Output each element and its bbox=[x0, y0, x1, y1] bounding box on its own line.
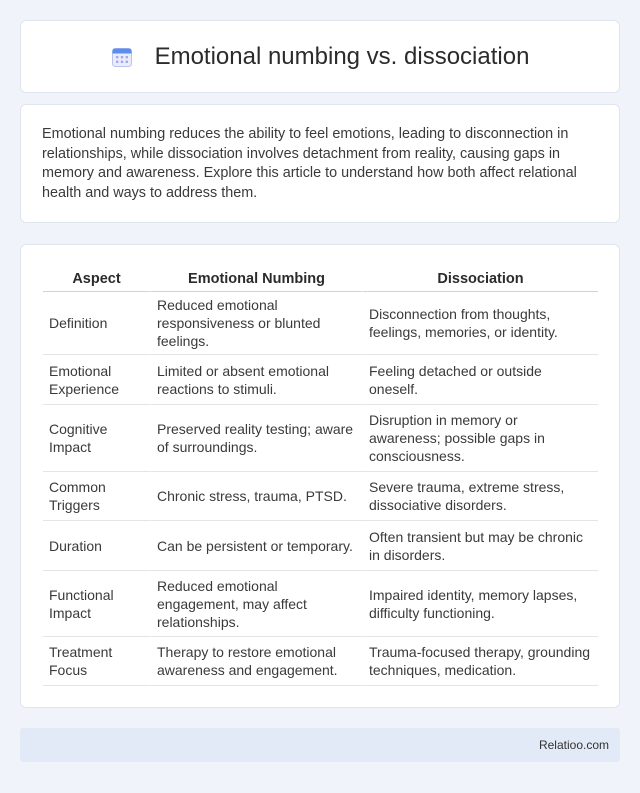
aspect-cell: Duration bbox=[43, 521, 150, 571]
table-row bbox=[43, 472, 598, 521]
aspect-cell: Treatment Focus bbox=[43, 637, 150, 686]
footer bbox=[20, 728, 620, 762]
table-row bbox=[43, 405, 598, 472]
intro-paragraph: Emotional numbing reduces the ability to feel emotions, leading to disconnection in relationships, while dissociation involves detachment from reality, causing gaps in memory and awareness. Explore this article to understand how both affect relational health and ways to address them. bbox=[42, 126, 577, 201]
numbing-cell: Preserved reality testing; aware of surroundings. bbox=[150, 405, 362, 472]
table-row bbox=[43, 355, 598, 405]
aspect-cell: Common Triggers bbox=[43, 472, 150, 521]
page-title: Emotional numbing vs. dissociation bbox=[154, 42, 530, 70]
header-emotional-numbing: Emotional Numbing bbox=[150, 266, 362, 292]
dissociation-cell: Impaired identity, memory lapses, difficulty functioning. bbox=[362, 571, 598, 637]
intro-card bbox=[20, 104, 620, 223]
numbing-cell: Chronic stress, trauma, PTSD. bbox=[150, 472, 362, 521]
aspect-cell: Emotional Experience bbox=[43, 355, 150, 405]
dissociation-cell: Trauma-focused therapy, grounding techniques, medication. bbox=[362, 637, 598, 686]
aspect-cell: Functional Impact bbox=[43, 571, 150, 637]
comparison-card bbox=[20, 244, 620, 708]
calendar-icon bbox=[111, 46, 133, 68]
table-row bbox=[43, 292, 598, 355]
table-row bbox=[43, 637, 598, 686]
numbing-cell: Limited or absent emotional reactions to stimuli. bbox=[150, 355, 362, 405]
title-card bbox=[20, 20, 620, 93]
dissociation-cell: Disruption in memory or awareness; possible gaps in consciousness. bbox=[362, 405, 598, 472]
table-row bbox=[43, 571, 598, 637]
table-row bbox=[43, 521, 598, 571]
numbing-cell: Reduced emotional engagement, may affect relationships. bbox=[150, 571, 362, 637]
dissociation-cell: Often transient but may be chronic in disorders. bbox=[362, 521, 598, 571]
aspect-cell: Definition bbox=[43, 292, 150, 355]
numbing-cell: Therapy to restore emotional awareness and engagement. bbox=[150, 637, 362, 686]
dissociation-cell: Feeling detached or outside oneself. bbox=[362, 355, 598, 405]
numbing-cell: Can be persistent or temporary. bbox=[150, 521, 362, 571]
dissociation-cell: Severe trauma, extreme stress, dissociative disorders. bbox=[362, 472, 598, 521]
comparison-table bbox=[43, 266, 598, 686]
numbing-cell: Reduced emotional responsiveness or blunted feelings. bbox=[150, 292, 362, 355]
footer-brand: Relatioo.com bbox=[538, 738, 609, 752]
dissociation-cell: Disconnection from thoughts, feelings, memories, or identity. bbox=[362, 292, 598, 355]
aspect-cell: Cognitive Impact bbox=[43, 405, 150, 472]
header-aspect: Aspect bbox=[43, 266, 150, 292]
header-dissociation: Dissociation bbox=[362, 266, 598, 292]
table-header-row bbox=[43, 266, 598, 292]
